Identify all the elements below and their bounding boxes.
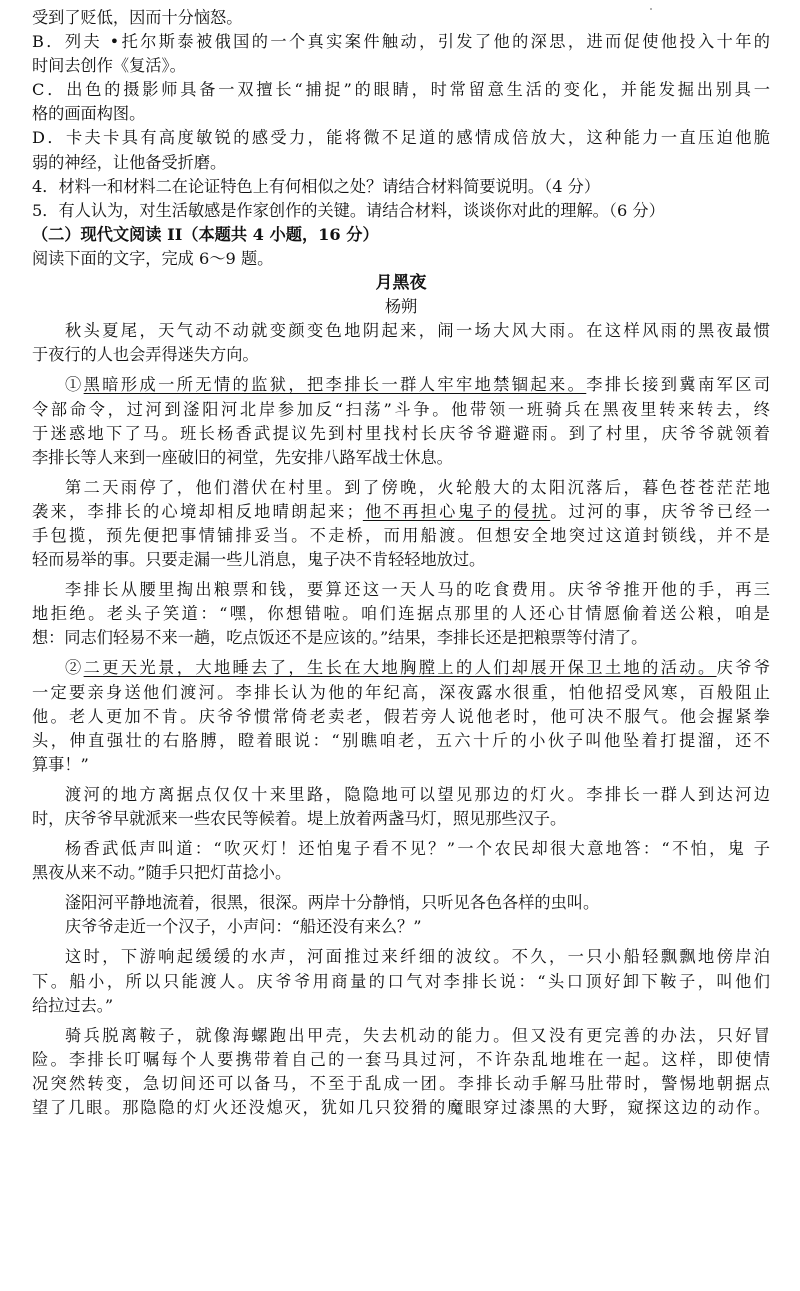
paragraph-10-line-1: 这时，下游响起缓缓的水声，河面推过来纤细的波纹。不久，一只小船轻飘飘地傍岸泊	[65, 947, 770, 967]
paragraph-1-line-2: 于夜行的人也会弄得迷失方向。	[32, 345, 259, 365]
option-c-line-1: C．出色的摄影师具备一双擅长“捕捉”的眼睛，时常留意生活的变化，并能发掘出别具一	[32, 80, 770, 100]
paragraph-5-line-3: 他。老人更加不肯。庆爷爷惯常倚老卖老，假若旁人说他老时，他可决不服气。他会握紧拳	[32, 706, 770, 726]
paragraph-11-line-2: 险。李排长叮嘱每个人要携带着自己的一套马具过河，不许杂乱地堆在一起。这样，即使情	[32, 1049, 770, 1069]
paragraph-7-line-2: 黑夜从来不动。”随手只把灯苗捻小。	[32, 863, 292, 883]
paragraph-2-line-2: 令部命令，过河到滏阳河北岸参加反“扫荡”斗争。他带领一班骑兵在黑夜里转来转去，终	[32, 399, 770, 419]
paragraph-5-rest: 庆爷爷	[716, 658, 770, 678]
paragraph-11-line-3: 况突然转变，急切间还可以备马，不至于乱成一团。李排长动手解马肚带时，警惕地朝据点	[32, 1073, 770, 1093]
paragraph-9-line-1: 庆爷爷走近一个汉子，小声问：“船还没有来么？”	[65, 917, 422, 937]
marker-2: ②	[65, 658, 84, 678]
paragraph-5-line-1	[32, 656, 770, 680]
paragraph-3-line-4: 轻而易举的事。只要走漏一些儿消息，鬼子决不肯轻轻地放过。	[32, 550, 486, 570]
paragraph-11-line-4: 望了几眼。那隐隐的灯火还没熄灭，犹如几只狡猾的魔眼穿过漆黑的大野，窥探这边的动作。	[32, 1098, 770, 1118]
option-b-line-2: 时间去创作《复活》。	[32, 56, 186, 76]
option-a-tail: 受到了贬低，因而十分恼怒。	[32, 8, 243, 27]
paragraph-2-line-4: 李排长等人来到一座破旧的祠堂，先安排八路军战士休息。	[32, 447, 453, 467]
paragraph-6-line-2: 时，庆爷爷早就派来一些农民等候着。堤上放着两盏马灯，照见那些汉子。	[32, 809, 567, 828]
paragraph-4-line-3: 想：同志们轻易不来一趟，吃点饭还不是应该的。”结果，李排长还是把粮票等付清了。	[32, 628, 648, 648]
paragraph-5-line-5: 算事！”	[32, 754, 89, 774]
paragraph-4-line-2: 地拒绝。老头子笑道：“嘿，你想错啦。咱们连据点那里的人还心甘情愿偷着送公粮，咱是	[32, 604, 770, 624]
option-b-line-1: B．列夫 •托尔斯泰被俄国的一个真实案件触动，引发了他的深思，进而促使他投入十年的	[32, 32, 770, 52]
underlined-phrase: 他不再担心鬼子的侵扰	[362, 501, 551, 521]
paragraph-2-line-3: 于迷惑地下了马。班长杨香武提议先到村里找村长庆爷爷避避雨。到了村里，庆爷爷就领着	[32, 423, 770, 443]
paragraph-3-text-b: 。过河的事，庆爷爷已经一	[550, 501, 770, 521]
paragraph-3-line-1: 第二天雨停了，他们潜伏在村里。到了傍晚，火轮般大的太阳沉落后，暮色苍苍茫茫地	[65, 477, 770, 497]
paragraph-3-line-3: 手包揽，预先便把事情铺排妥当。不走桥，而用船渡。但想安全地突过这道封锁线，并不是	[32, 525, 770, 545]
marker-1: ①	[65, 375, 84, 395]
underlined-sentence-2: 二更天光景，大地睡去了，生长在大地胸膛上的人们却展开保卫土地的活动。	[83, 658, 717, 678]
paragraph-3-text-a: 袭来，李排长的心境却相反地晴朗起来；	[32, 501, 363, 521]
paragraph-11-line-1: 骑兵脱离鞍子，就像海螺跑出甲壳，失去机动的能力。但又没有更完善的办法，只好冒	[65, 1025, 770, 1045]
section-heading: （二）现代文阅读 II（本题共 4 小题，16 分）	[32, 224, 379, 244]
paragraph-5-line-2: 一定要亲身送他们渡河。李排长认为他的年纪高，深夜露水很重，怕他招受风寒，百般阻止	[32, 682, 770, 702]
paragraph-10-line-2: 下。船小，所以只能渡人。庆爷爷用商量的口气对李排长说：“头口顶好卸下鞍子，叫他们	[32, 971, 770, 991]
paragraph-7-line-1: 杨香武低声叫道：“吹灭灯！还怕鬼子看不见？”一个农民却很大意地答：“不怕，鬼 子	[65, 839, 770, 859]
paragraph-1-line-1: 秋头夏尾，天气动不动就变颜变色地阴起来，闹一场大风大雨。在这样风雨的黑夜最惯	[65, 321, 770, 341]
paragraph-3-line-2	[32, 500, 770, 524]
paragraph-8-line-1: 滏阳河平静地流着，很黑，很深。两岸十分静悄，只听见各色各样的虫叫。	[65, 893, 600, 913]
underlined-sentence-1: 黑暗形成一所无情的监狱，把李排长一群人牢牢地禁锢起来。	[83, 375, 587, 395]
paragraph-10-line-3: 给拉过去。”	[32, 995, 114, 1015]
question-5: 5．有人认为，对生活敏感是作家创作的关键。请结合材料，谈谈你对此的理解。（6 分）	[32, 200, 665, 220]
stray-dot	[650, 8, 652, 10]
paragraph-5-line-4: 头，伸直强壮的右胳膊，瞪着眼说：“别瞧咱老，五六十斤的小伙子叫他坠着打提溜，还不	[32, 730, 770, 750]
question-4: 4．材料一和材料二在论证特色上有何相似之处？请结合材料简要说明。（4 分）	[32, 176, 601, 196]
option-d-line-1: D．卡夫卡具有高度敏锐的感受力，能将微不足道的感情成倍放大，这种能力一直压迫他脆	[32, 128, 770, 148]
paragraph-2-rest: 李排长接到冀南军区司	[586, 375, 770, 395]
story-title: 月黑夜	[375, 273, 427, 294]
paragraph-2-line-1	[32, 373, 770, 397]
story-author: 杨朔	[384, 297, 418, 317]
paragraph-6-line-1: 渡河的地方离据点仅仅十来里路，隐隐地可以望见那边的灯火。李排长一群人到达河边	[65, 784, 770, 804]
option-d-line-2: 弱的神经，让他备受折磨。	[32, 152, 227, 172]
section-instruction: 阅读下面的文字，完成 6～9 题。	[32, 248, 274, 268]
paragraph-4-line-1: 李排长从腰里掏出粮票和钱，要算还这一天人马的吃食费用。庆爷爷推开他的手，再三	[65, 580, 770, 600]
option-c-line-2: 格的画面构图。	[32, 104, 146, 124]
